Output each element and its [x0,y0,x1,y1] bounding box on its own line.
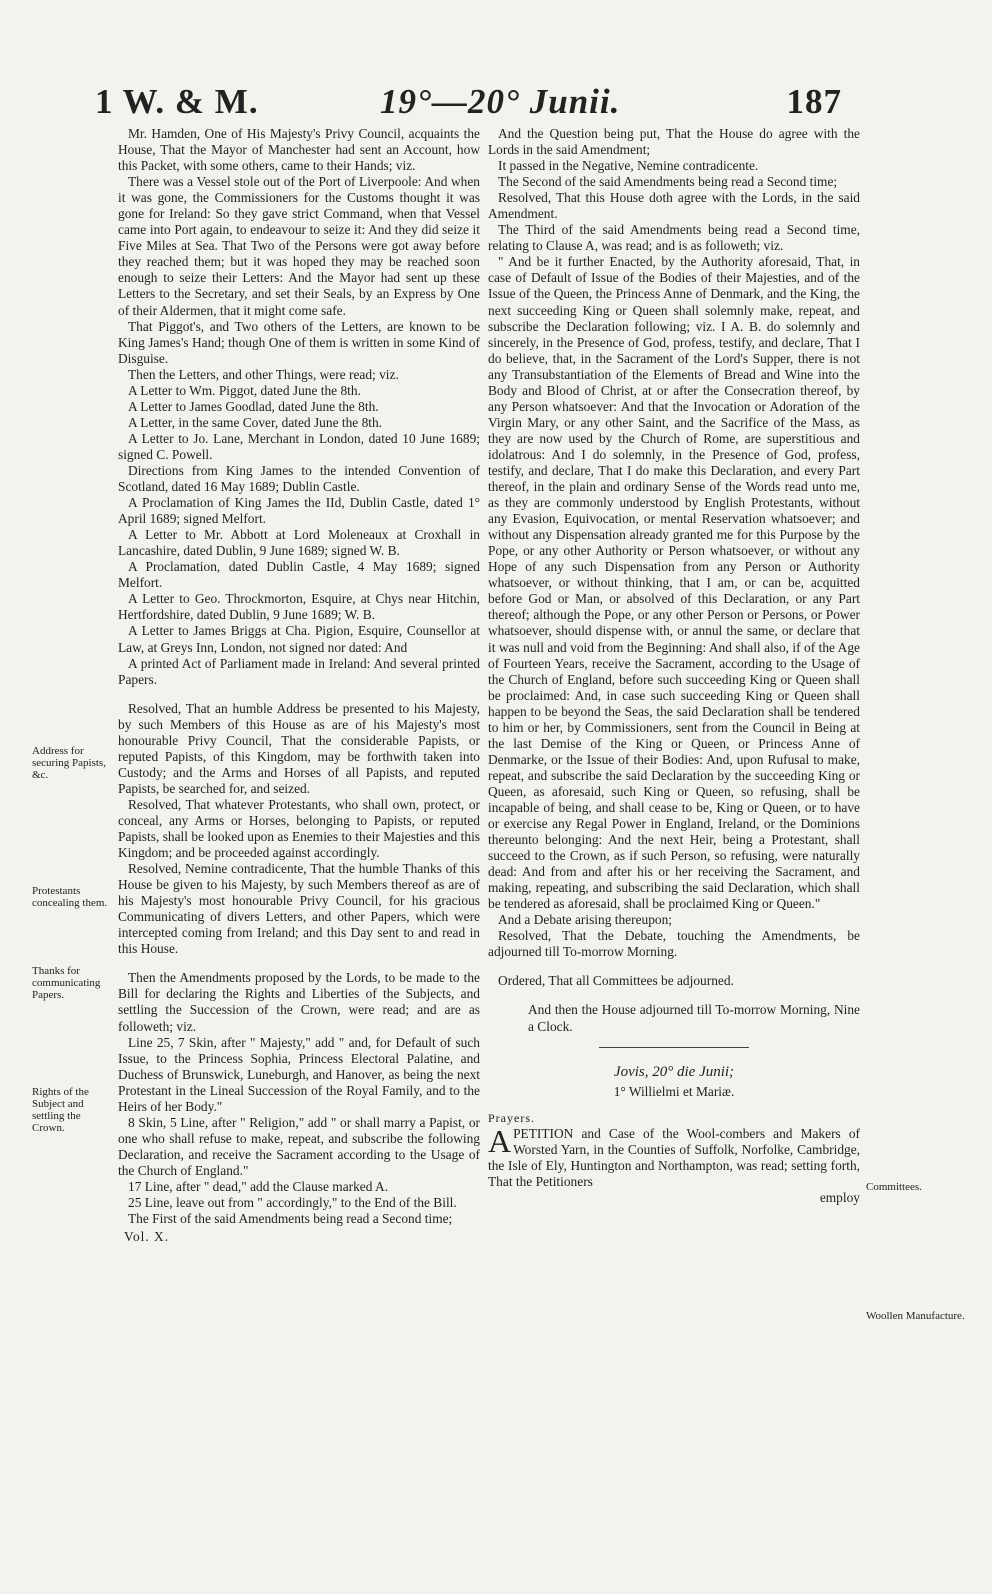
paragraph: That Piggot's, and Two others of the Letters, are known to be King James's Hand; though One of them is written in some Kind of Disguise. [118,318,480,366]
paragraph: 25 Line, leave out from " accordingly," to the End of the Bill. [128,1195,457,1211]
catchword: employ [819,1189,860,1205]
margin-note-protestants: Protestants concealing them. [32,885,108,909]
paragraph: A Letter to Geo. Throckmorton, Esquire, at Chys near Hitchin, Hertfordshire, dated Dublin, 9 June 1689; W. B. [118,591,480,623]
paragraph: And the Question being put, That the House do agree with the Lords in the said Amendment; [488,126,860,158]
margin-note-thanks: Thanks for communicating Papers. [32,965,101,1001]
header-date: 19°—20° Junii. [380,82,621,121]
prayers-label: Prayers. [488,1110,535,1125]
paragraph: A Proclamation, dated Dublin Castle, 4 May 1689; signed Melfort. [118,559,480,591]
drop-cap: A [488,1122,512,1159]
right-column [488,126,860,1206]
regnal-year: 1° Willielmi et Mariæ. [613,1083,735,1099]
paragraph: A Letter to Mr. Abbott at Lord Moleneaux at Croxhall in Lancashire, dated Dublin, 9 June 1689; signed W. B. [118,527,480,559]
paragraph: There was a Vessel stole out of the Port of Liverpoole: And when it was gone, the Commissioners for the Customs thought it was gone for Ireland: So they gave strict Command, when that Vessel came into Port again, to endeavour to seize it: And they did seize it Five Miles at Sea. That Two of the Persons were got away before they reached them; but it was hoped they may be reached soon enough to seize their Letters: And the Mayor had sent up these Letters to the Secretary, and set their Seals, by an Express by One of their Aldermen, that it might come safe. [118,174,480,318]
paragraph-amendments: Then the Amendments proposed by the Lords, to be made to the Bill for declaring the Rights and Liberties of the Subjects, and settling the Succession of the Crown, were read; and are as followeth; viz. [118,970,480,1034]
paragraph: A Letter, in the same Cover, dated June the 8th. [128,414,383,430]
paragraph-adjournment: And then the House adjourned till To-morrow Morning, Nine a Clock. [528,1002,860,1034]
paragraph-committees: Ordered, That all Committees be adjourned. [498,973,734,989]
paragraph: The First of the said Amendments being read a Second time; [128,1211,453,1227]
paragraph-thanks-resolution: Resolved, Nemine contradicente, That the humble Thanks of this House be given to his Majesty, by such Members thereof as are of his Majesty's most honourable Privy Council, for his gracious Communicating of divers Letters, and other Papers, which were intercepted coming from Ireland; and this Day sent to and read in this House. [118,861,480,957]
margin-note-woollen: Woollen Manufacture. [866,1310,965,1322]
paragraph: A Letter to Wm. Piggot, dated June the 8th. [128,382,361,398]
paragraph: A printed Act of Parliament made in Ireland: And several printed Papers. [118,655,480,687]
volume-label: Vol. X. [124,1229,170,1245]
paragraph: A Letter to James Goodlad, dated June the 8th. [128,398,379,414]
paragraph: A Letter to James Briggs at Cha. Pigion, Esquire, Counsellor at Law, at Greys Inn, London, not signed nor dated: And [118,623,480,655]
clause-a-text: " And be it further Enacted, by the Authority aforesaid, That, in case of Default of Issue of the Bodies of their Majesties, and of the Issue of the Queen, the Princess Anne of Denmark, and the King, the next succeeding King or Queen shall solemnly make, repeat, and subscribe the Declaration following; viz. I A. B. do solemnly and sincerely, in the Presence of God, profess, testify, and declare, That I do believe, that, in the Sacrament of the Lord's Supper, there is not any Transubstantiation of the Elements of Bread and Wine into the Body and Blood of Christ, at or after the Consecration thereof, by any Person whatsoever: And that the Invocation or Adoration of the Virgin Mary, or any other Saint, and the Sacrifice of the Mass, as they are now used by the Church of Rome, are superstitious and idolatrous: And I do solemnly, in the Presence of God, profess, testify, and declare, That I do make this Declaration, and every Part thereof, in the plain and ordinary Sense of the Words read unto me, as they are commonly understood by English Protestants, without any Evasion, Equivocation, or mental Reservation whatsoever; and without any Dispensation already granted me for this Purpose by the Pope, or any other Authority or Person whatsoever, or without any Hope of any such Dispensation from any Person or Authority whatsoever, or without thinking, that I am, or can be, acquitted before God or Man, or absolved of this Declaration, or any Part thereof; although the Pope, or any other Person or Persons, or Power whatsoever, should dispense with, or annul the same, or declare that it was null and void from the Beginning: And shall also, if of the Age of Fourteen Years, receive the Sacrament, according to the Usage of the Church of England, before such succeeding King or Queen shall be proclaimed: And, in case such succeeding King or Queen shall happen to be beyond the Seas, the said Declaration shall be tendered to him or her, by Commissioners, sent from the Council in Being at the last Demise of the King or Queen, or Princess Anne of Denmarke, or the Issue of their Bodies: And, upon Rufusal to make, repeat, and subscribe the said Declaration by the succeeding King or Queen, as aforesaid, such King or Queen, so refusing, shall be incapable of being, and shall cease to be, King or Queen, or to have or exercise any Regal Power in England, Ireland, or the Dominions thereunto belonging: And the next Heir, being a Protestant, shall succeed to the Crown, as if such Person, so refusing, were naturally dead: And from and after his or her receiving the Sacrament, and making, repeating, and subscribing the said Declaration, which shall be tendered as aforesaid, shall be proclaimed King or Queen." [488,254,860,912]
section-divider [599,1047,749,1048]
margin-note-rights: Rights of the Subject and settling the Crown. [32,1086,89,1134]
left-column [118,126,480,1245]
petition-text: PETITION and Case of the Wool-combers and Makers of Worsted Yarn, in the Counties of Suffolk, Norfolke, Cambridge, the Isle of Ely, Huntington and Northampton, was read; setting forth, That the Petitioners [488,1125,860,1189]
paragraph: Resolved, That the Debate, touching the Amendments, be adjourned till To-morrow Morning. [488,928,860,960]
date-heading: Jovis, 20° die Junii; [613,1063,735,1080]
paragraph: 17 Line, after " dead," add the Clause marked A. [128,1179,389,1194]
paragraph: Mr. Hamden, One of His Majesty's Privy Council, acquaints the House, That the Mayor of Manchester had sent an Account, how this Packet, with some others, came to their Hands; viz. [118,126,480,174]
paragraph: The Third of the said Amendments being read a Second time, relating to Clause A, was read; and is as followeth; viz. [488,222,860,254]
paragraph: Resolved, That this House doth agree with the Lords, in the said Amendment. [488,190,860,222]
petition-paragraph [488,1122,860,1190]
paragraph: Line 25, 7 Skin, after " Majesty," add " and, for Default of such Issue, to the Princess Sophia, Princess Electoral Palatine, and Duchess of Brunswick, Luneburgh, and Hanover, as being the next Protestant in the Lineal Succession of the Royal Family, and to the Heirs of her Body." [118,1034,480,1114]
paragraph: 8 Skin, 5 Line, after " Religion," add " or shall marry a Papist, or one who shall refuse to make, repeat, and subscribe the following Declaration, and receive the Sacrament according to the Usage of the Church of England." [118,1114,480,1178]
page-number: 187 [786,82,842,121]
margin-note-committees: Committees. [866,1181,922,1193]
paragraph: Directions from King James to the intended Convention of Scotland, dated 16 May 1689; Dublin Castle. [118,462,480,495]
paragraph-protestants-resolution: Resolved, That whatever Protestants, who shall own, protect, or conceal, any Arms or Horses, belonging to Papists, or reputed Papists, shall be looked upon as Enemies to their Majesties and this Kingdom; and be proceeded against accordingly. [118,796,480,861]
header-session: 1 W. & M. [95,82,259,121]
paragraph: A Proclamation of King James the IId, Dublin Castle, dated 1° April 1689; signed Melfort. [118,495,480,527]
paragraph: A Letter to Jo. Lane, Merchant in London, dated 10 June 1689; signed C. Powell. [118,430,480,462]
paragraph: Then the Letters, and other Things, were read; viz. [128,366,399,382]
margin-note-address: Address for securing Papists, &c. [32,745,106,781]
paragraph-address-resolution: Resolved, That an humble Address be presented to his Majesty, by such Members of this House as are of his Majesty's most honourable Privy Council, That the considerable Papists, or reputed Papists, of this Kingdom, may be forthwith taken into Custody; and the Arms and Horses of all Papists, and reputed Papists, be searched for, and seized. [118,700,480,796]
paragraph: And a Debate arising thereupon; [498,912,673,928]
paragraph: The Second of the said Amendments being read a Second time; [498,174,838,190]
paragraph: It passed in the Negative, Nemine contradicente. [498,158,759,174]
